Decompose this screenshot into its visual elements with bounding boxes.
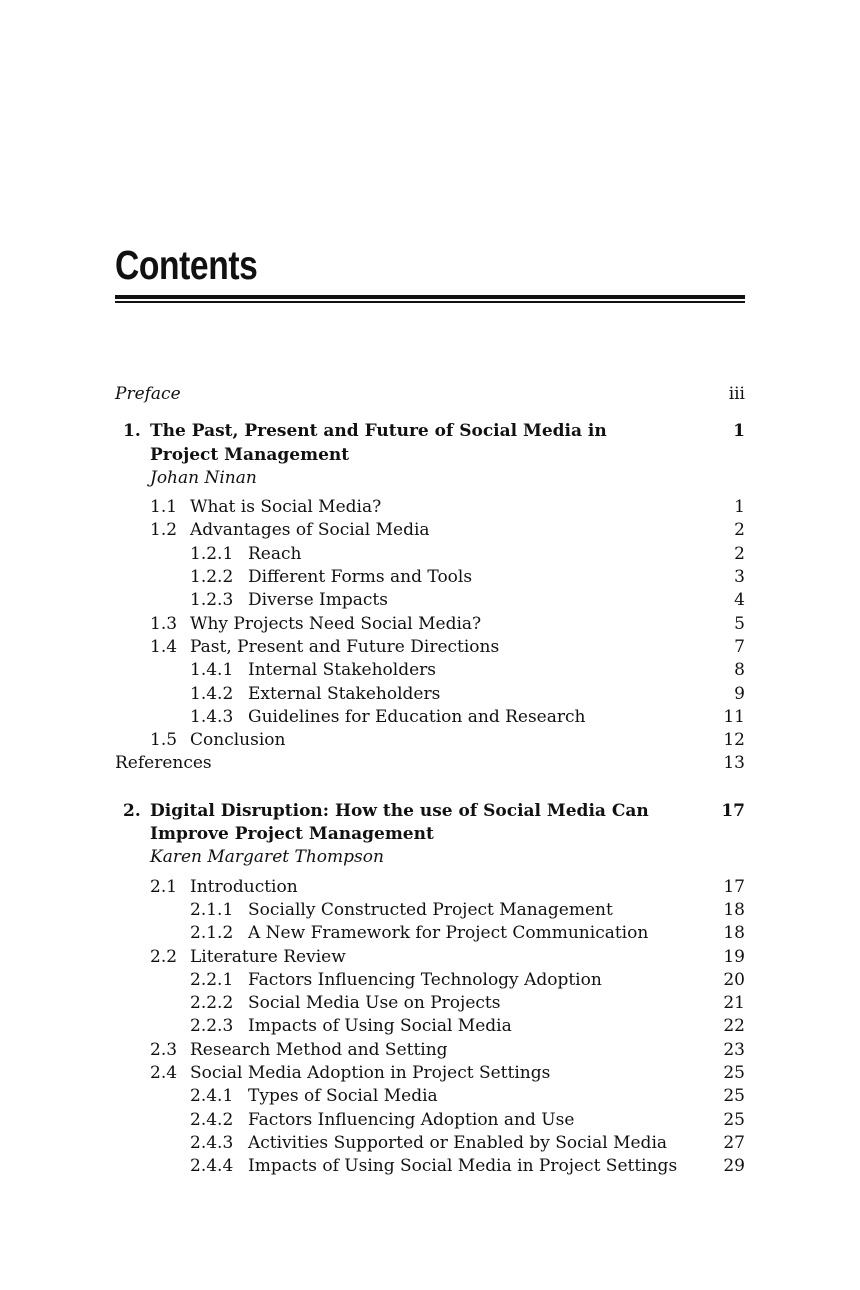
- toc-entry[interactable]: [115, 969, 745, 992]
- toc-entry[interactable]: [115, 1062, 745, 1085]
- entry-title: Social Media Use on Projects: [248, 993, 501, 1014]
- entry-number: 1.4.2: [190, 683, 234, 704]
- preface-page: iii: [728, 384, 745, 404]
- toc-entry[interactable]: [115, 566, 745, 589]
- entry-page: 9: [734, 683, 745, 704]
- toc-entry[interactable]: [115, 636, 745, 659]
- entry-page: 3: [734, 567, 745, 588]
- entry-page: 11: [723, 706, 745, 727]
- entry-page: 5: [734, 613, 745, 634]
- preface-label: Preface: [115, 384, 181, 404]
- entry-number: 2.2.2: [190, 993, 234, 1014]
- entry-page: 20: [723, 969, 745, 990]
- entry-number: 1.2.1: [190, 543, 234, 564]
- entry-page: 18: [723, 899, 745, 920]
- entry-page: 25: [723, 1109, 745, 1130]
- entry-title: What is Social Media?: [190, 497, 382, 518]
- entry-title: Impacts of Using Social Media: [248, 1016, 512, 1037]
- entry-page: 25: [723, 1063, 745, 1084]
- entry-page: 4: [734, 590, 745, 611]
- toc-preface[interactable]: [115, 383, 745, 406]
- toc-entry[interactable]: [115, 613, 745, 636]
- entry-page: 18: [723, 923, 745, 944]
- references-label: References: [115, 753, 212, 774]
- entry-page: 21: [723, 993, 745, 1014]
- entry-page: 12: [723, 730, 745, 751]
- toc-entry[interactable]: [115, 1015, 745, 1038]
- toc-entry[interactable]: [115, 1155, 745, 1178]
- chapter-page: 1: [733, 421, 745, 442]
- entry-title: Why Projects Need Social Media?: [190, 613, 482, 634]
- entry-title: Research Method and Setting: [190, 1039, 448, 1060]
- entry-number: 2.1: [150, 876, 178, 897]
- entry-number: 1.5: [150, 730, 178, 751]
- entry-title: Reach: [248, 543, 302, 564]
- entry-title: Factors Influencing Technology Adoption: [248, 969, 602, 990]
- entry-number: 1.4.3: [190, 706, 234, 727]
- references-page: 13: [723, 753, 745, 774]
- toc-entry[interactable]: [115, 659, 745, 682]
- entry-number: 2.2.3: [190, 1016, 234, 1037]
- entry-page: 17: [723, 876, 745, 897]
- entry-title: Conclusion: [190, 730, 286, 751]
- entry-title: Advantages of Social Media: [190, 520, 430, 541]
- chapter-author: Karen Margaret Thompson: [150, 847, 384, 868]
- chapter-number: 2.: [123, 800, 141, 821]
- entry-title: Impacts of Using Social Media in Project Settings: [248, 1156, 678, 1177]
- entry-number: 1.2.3: [190, 590, 234, 611]
- entry-title: Literature Review: [190, 946, 346, 967]
- toc-entry[interactable]: [115, 496, 745, 519]
- table-of-contents: [115, 383, 745, 1179]
- entry-number: 1.4: [150, 636, 178, 657]
- toc-entry[interactable]: [115, 876, 745, 899]
- entry-number: 2.4.2: [190, 1109, 234, 1130]
- entry-number: 2.2.1: [190, 969, 234, 990]
- entry-title: Social Media Adoption in Project Settings: [190, 1063, 551, 1084]
- title-rule-thick: [115, 295, 745, 299]
- entry-number: 2.1.1: [190, 899, 234, 920]
- entry-number: 2.4.1: [190, 1086, 234, 1107]
- entry-page: 29: [723, 1156, 745, 1177]
- toc-entry[interactable]: [115, 1039, 745, 1062]
- chapter-number: 1.: [123, 421, 141, 442]
- entry-title: Different Forms and Tools: [248, 567, 473, 588]
- entry-title: Factors Influencing Adoption and Use: [248, 1109, 575, 1130]
- toc-entry[interactable]: [115, 683, 745, 706]
- entry-number: 2.2: [150, 946, 178, 967]
- entry-title: External Stakeholders: [248, 683, 441, 704]
- page-title: Contents: [115, 242, 258, 288]
- chapter-author: Johan Ninan: [150, 467, 257, 488]
- entry-title: Socially Constructed Project Management: [248, 899, 613, 920]
- toc-references[interactable]: [115, 752, 745, 775]
- toc-entry[interactable]: [115, 922, 745, 945]
- toc-entry[interactable]: [115, 519, 745, 542]
- chapter-2[interactable]: [115, 800, 745, 870]
- entry-number: 2.3: [150, 1039, 178, 1060]
- entry-page: 22: [723, 1016, 745, 1037]
- entry-page: 7: [734, 636, 745, 657]
- entry-number: 2.1.2: [190, 923, 234, 944]
- entry-number: 1.2.2: [190, 567, 234, 588]
- entry-page: 1: [734, 497, 745, 518]
- toc-entry[interactable]: [115, 1109, 745, 1132]
- entry-page: 23: [723, 1039, 745, 1060]
- entry-number: 2.4.3: [190, 1132, 234, 1153]
- entry-title: A New Framework for Project Communication: [248, 923, 649, 944]
- entry-number: 1.3: [150, 613, 178, 634]
- entry-title: Types of Social Media: [248, 1086, 438, 1107]
- entry-title: Internal Stakeholders: [248, 660, 436, 681]
- entry-number: 2.4: [150, 1063, 178, 1084]
- toc-entry[interactable]: [115, 899, 745, 922]
- title-rule-thin: [115, 301, 745, 303]
- chapter-page: 17: [721, 800, 745, 821]
- entry-title: Diverse Impacts: [248, 590, 388, 611]
- entry-title: Introduction: [190, 876, 298, 897]
- entry-number: 2.4.4: [190, 1156, 234, 1177]
- entry-page: 27: [723, 1132, 745, 1153]
- entry-page: 2: [734, 543, 745, 564]
- entry-title: Guidelines for Education and Research: [248, 706, 586, 727]
- entry-page: 25: [723, 1086, 745, 1107]
- toc-entry[interactable]: [115, 543, 745, 566]
- toc-entry[interactable]: [115, 1132, 745, 1155]
- entry-page: 8: [734, 660, 745, 681]
- chapter-1[interactable]: [115, 420, 745, 490]
- toc-entry[interactable]: [115, 706, 745, 729]
- toc-entry[interactable]: [115, 1085, 745, 1108]
- toc-entry[interactable]: [115, 589, 745, 612]
- toc-entry[interactable]: [115, 946, 745, 969]
- entry-page: 19: [723, 946, 745, 967]
- entry-title: Past, Present and Future Directions: [190, 636, 500, 657]
- entry-number: 1.2: [150, 520, 178, 541]
- entry-number: 1.4.1: [190, 660, 234, 681]
- entry-title: Activities Supported or Enabled by Social Media: [248, 1132, 668, 1153]
- entry-number: 1.1: [150, 497, 178, 518]
- toc-entry[interactable]: [115, 992, 745, 1015]
- chapter-title: Digital Disruption: How the use of Social Media Can Improve Project Management: [150, 800, 649, 845]
- chapter-title: The Past, Present and Future of Social Media in Project Management: [150, 421, 607, 465]
- entry-page: 2: [734, 520, 745, 541]
- toc-entry[interactable]: [115, 729, 745, 752]
